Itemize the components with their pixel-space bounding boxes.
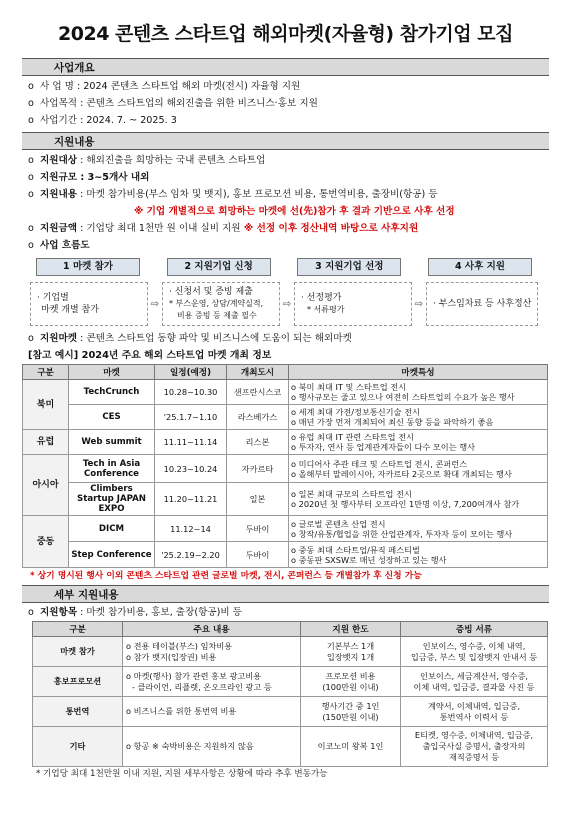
- circle-bullet-icon: o: [28, 607, 34, 618]
- market-name: DICM: [69, 516, 155, 542]
- circle-bullet-icon: o: [28, 81, 34, 92]
- circle-bullet-icon: o: [28, 155, 34, 166]
- support-flow-label: o 사업 흐름도: [22, 237, 549, 254]
- table-row: [23, 455, 548, 483]
- support-category: 마켓 참가: [33, 637, 123, 667]
- overview-item: o 사업기간 : 2024. 7. ~ 2025. 3: [22, 112, 549, 129]
- flow-box: · 신청서 및 증빙 제출 * 부스운영, 상담/계약실적, 비용 증빙 등 제출 필수: [162, 282, 280, 326]
- region-cell: 유럽: [23, 430, 69, 455]
- support-content: o 전용 테이블(부스) 임차비용 o 참가 뱃지(입장권) 비용: [123, 637, 301, 667]
- market-desc: o 유럽 최대 IT 관련 스타트업 전시 o 투자자, 연사 등 업계관계자들이 다수 모이는 행사: [289, 430, 548, 455]
- market-name: Web summit: [69, 430, 155, 455]
- circle-bullet-icon: o: [28, 189, 34, 200]
- market-table: [22, 364, 548, 568]
- market-date: 11.12~14: [155, 516, 227, 542]
- market-desc: o 북미 최대 IT 및 스타트업 전시 o 행사규모는 줄고 있으나 여전히 스타트업의 수요가 높은 행사: [289, 380, 548, 405]
- table-row: [23, 380, 548, 405]
- arrow-right-icon: ⇨: [282, 298, 292, 310]
- circle-bullet-icon: o: [28, 240, 34, 251]
- flow-boxes: [30, 282, 540, 326]
- page-title: 2024 콘텐츠 스타트업 해외마켓(자율형) 참가기업 모집: [58, 23, 513, 45]
- table-row: [23, 405, 548, 430]
- table-row: [33, 637, 548, 667]
- market-date: 11.11~11.14: [155, 430, 227, 455]
- circle-bullet-icon: o: [28, 115, 34, 126]
- flow-step: 3 지원기업 선정: [297, 258, 401, 276]
- region-cell: 아시아: [23, 455, 69, 516]
- circle-bullet-icon: o: [28, 333, 34, 344]
- market-city: 샌프란시스코: [227, 380, 289, 405]
- support-table-header: [33, 622, 548, 637]
- market-city: 두바이: [227, 542, 289, 568]
- market-table-note: * 상기 명시된 행사 이외 콘텐츠 스타트업 관련 글로벌 마켓, 전시, 콘퍼런스 등 개별참가 후 신청 가능: [30, 571, 422, 581]
- market-name: Climbers Startup JAPAN EXPO: [69, 483, 155, 516]
- support-content: o 지원내용 : 마켓 참가비용(부스 임차 및 뱃지), 홍보 프로모션 비용, 통번역비용, 출장비(항공) 등: [22, 186, 549, 203]
- flow-step: 4 사후 지원: [428, 258, 532, 276]
- col-header: 일정(예정): [155, 365, 227, 380]
- market-city: 두바이: [227, 516, 289, 542]
- flow-step: 2 지원기업 신청: [167, 258, 271, 276]
- overview-item: o 사업목적 : 콘텐츠 스타트업의 해외진출을 위한 비즈니스·홍보 지원: [22, 95, 549, 112]
- market-city: 자카르타: [227, 455, 289, 483]
- support-docs: 인보이스, 영수증, 이체 내역, 입금증, 부스 및 입장뱃지 안내서 등: [401, 637, 548, 667]
- region-cell: 북미: [23, 380, 69, 430]
- market-desc: o 일본 최대 규모의 스타트업 전시 o 2020년 첫 행사부터 오프라인 1만명 이상, 7,200여개사 참가: [289, 483, 548, 516]
- support-limit: 프로모션 비용 (100만원 이내): [301, 667, 401, 697]
- support-content-note: ※ 기업 개별적으로 희망하는 마켓에 선(先)참가 후 결과 기반으로 사후 선정: [134, 206, 455, 217]
- col-header: 지원 한도: [301, 622, 401, 637]
- support-docs: E티켓, 영수증, 이체내역, 입금증, 출입국사실 증명서, 출장자의 재직증명서 등: [401, 727, 548, 767]
- support-amount: o 지원금액 : 기업당 최대 1천만 원 이내 실비 지원 ※ 선정 이후 정산내역 바탕으로 사후지원: [22, 220, 549, 237]
- flow-step: 1 마켓 참가: [36, 258, 140, 276]
- market-table-header: [23, 365, 548, 380]
- market-city: 리스본: [227, 430, 289, 455]
- section-header-detail: 세부 지원내용: [22, 585, 549, 603]
- detail-items: o 지원항목 : 마켓 참가비용, 홍보, 출장(항공)비 등: [22, 603, 549, 621]
- col-header: 마켓특성: [289, 365, 548, 380]
- table-row: [33, 697, 548, 727]
- section-header-overview: 사업개요: [22, 58, 549, 76]
- section-header-support: 지원내용: [22, 132, 549, 150]
- overview-list: [22, 76, 549, 132]
- footnote: * 기업당 최대 1천만원 이내 지원, 지원 세부사항은 상황에 따라 추후 변동가능: [36, 769, 328, 779]
- market-desc: o 세계 최대 가전/정보통신기술 전시 o 매년 가장 먼저 개최되어 최신 동향 등을 파악하기 좋음: [289, 405, 548, 430]
- table-row: [33, 727, 548, 767]
- market-date: 10.23~10.24: [155, 455, 227, 483]
- support-docs: 인보이스, 세금계산서, 영수증, 이체 내역, 입금증, 결과물 사진 등: [401, 667, 548, 697]
- market-date: 10.28~10.30: [155, 380, 227, 405]
- circle-bullet-icon: o: [28, 172, 34, 183]
- market-date: '25.2.19~2.20: [155, 542, 227, 568]
- arrow-right-icon: ⇨: [414, 298, 424, 310]
- col-header: 주요 내용: [123, 622, 301, 637]
- col-header: 구분: [33, 622, 123, 637]
- support-list: [22, 150, 549, 254]
- support-docs: 계약서, 이체내역, 입금증, 통번역사 이력서 등: [401, 697, 548, 727]
- flow-box: · 기업별 마켓 개별 참가: [30, 282, 148, 326]
- market-city: 일본: [227, 483, 289, 516]
- market-name: Step Conference: [69, 542, 155, 568]
- region-cell: 중동: [23, 516, 69, 568]
- market-name: CES: [69, 405, 155, 430]
- support-market: o 지원마켓 : 콘텐츠 스타트업 동향 파악 및 비즈니스에 도움이 되는 해외마켓: [22, 330, 549, 347]
- support-limit: 이코노미 왕복 1인: [301, 727, 401, 767]
- col-header: 구분: [23, 365, 69, 380]
- support-content: o 항공 ※ 숙박비용은 지원하지 않음: [123, 727, 301, 767]
- market-desc: o 글로벌 콘텐츠 산업 전시 o 창작/유통/협업을 위한 산업관계자, 투자자 등이 모이는 행사: [289, 516, 548, 542]
- table-row: [23, 516, 548, 542]
- table-row: [23, 542, 548, 568]
- support-target: o 지원대상 : 해외진출을 희망하는 국내 콘텐츠 스타트업: [22, 152, 549, 169]
- circle-bullet-icon: o: [28, 223, 34, 234]
- col-header: 마켓: [69, 365, 155, 380]
- support-limit: 행사기간 중 1인 (150만원 이내): [301, 697, 401, 727]
- support-content: o 비즈니스를 위한 통번역 비용: [123, 697, 301, 727]
- support-category: 기타: [33, 727, 123, 767]
- support-scale: o 지원규모 : 3~5개사 내외: [22, 169, 549, 186]
- market-desc: o 미디어사 주관 테크 및 스타트업 전시, 콘퍼런스 o 올해부터 말레이시아, 자카르타 2곳으로 확대 개최되는 행사: [289, 455, 548, 483]
- arrow-right-icon: ⇨: [150, 298, 160, 310]
- circle-bullet-icon: o: [28, 98, 34, 109]
- market-date: '25.1.7~1.10: [155, 405, 227, 430]
- market-desc: o 중동 최대 스타트업/뮤직 페스티벌 o 중동판 SXSW로 매년 성장하고 있는 행사: [289, 542, 548, 568]
- flow-steps: [36, 258, 532, 276]
- flow-box: · 선정평가 * 서류평가: [294, 282, 412, 326]
- flow-box: · 부스임차료 등 사후정산: [426, 282, 538, 326]
- support-category: 통번역: [33, 697, 123, 727]
- market-city: 라스베가스: [227, 405, 289, 430]
- support-limit: 기본부스 1개 입장뱃지 1개: [301, 637, 401, 667]
- table-row: [23, 483, 548, 516]
- support-content: o 마켓(행사) 참가 관련 홍보 광고비용 - 클라이언, 리플렛, 온오프라인 광고 등: [123, 667, 301, 697]
- market-table-caption: [참고 예시] 2024년 주요 해외 스타트업 마켓 개최 정보: [28, 350, 272, 361]
- col-header: 개최도시: [227, 365, 289, 380]
- table-row: [33, 667, 548, 697]
- market-name: Tech in Asia Conference: [69, 455, 155, 483]
- table-row: [23, 430, 548, 455]
- market-name: TechCrunch: [69, 380, 155, 405]
- support-category: 홍보프로모션: [33, 667, 123, 697]
- market-date: 11.20~11.21: [155, 483, 227, 516]
- overview-item: o 사 업 명 : 2024 콘텐츠 스타트업 해외 마켓(전시) 자율형 지원: [22, 78, 549, 95]
- col-header: 증빙 서류: [401, 622, 548, 637]
- support-detail-table: [32, 621, 548, 767]
